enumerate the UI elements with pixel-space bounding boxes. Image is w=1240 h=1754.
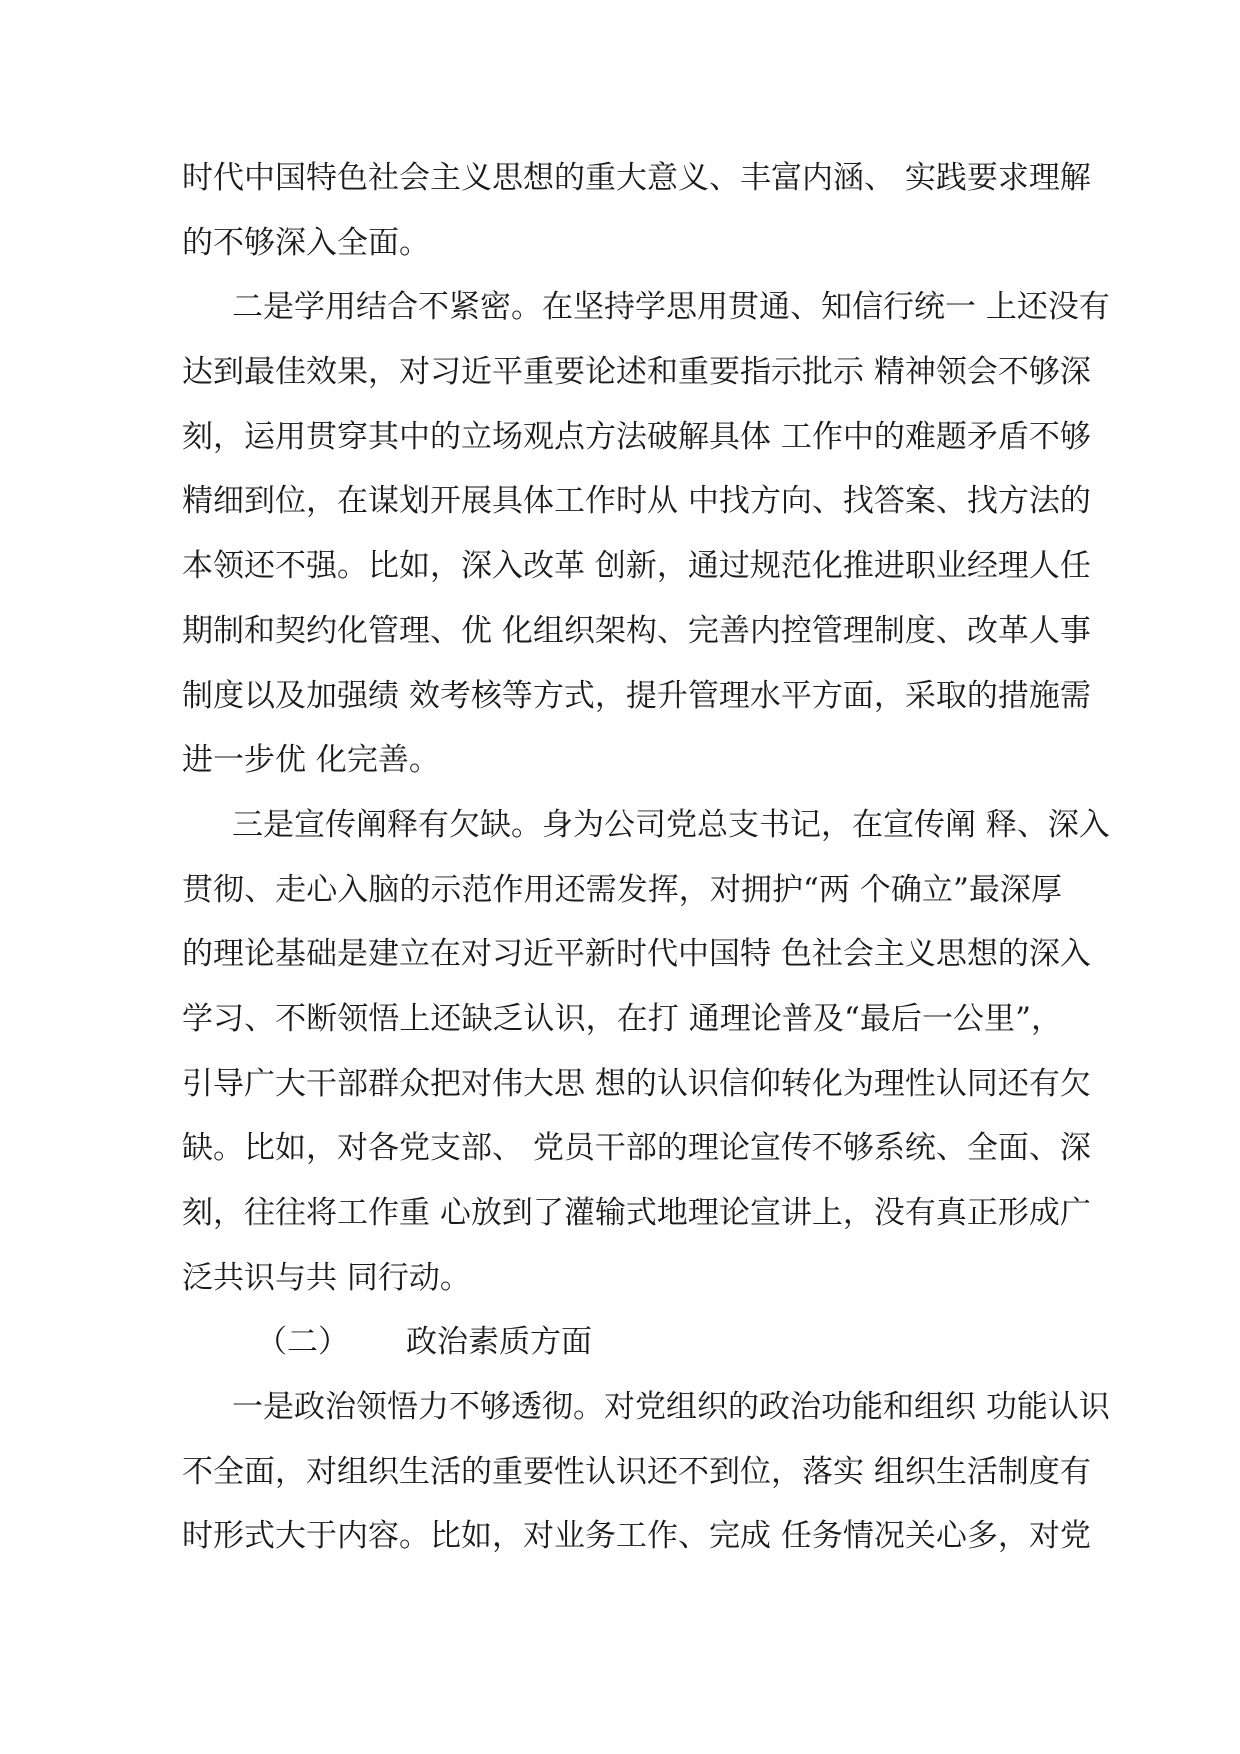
text-line: 的不够深入全面。 (182, 224, 430, 261)
text-line: 引导广大干部群众把对伟大思 想的认识信仰转化为理性认同还有欠 (182, 1065, 1091, 1102)
text-line: 刻，往往将工作重 心放到了灌输式地理论宣讲上，没有真正形成广 (182, 1195, 1091, 1231)
text-line: 制度以及加强绩 效考核等方式，提升管理水平方面，采取的措施需 (182, 677, 1091, 714)
text-line: 期制和契约化管理、优 化组织架构、完善内控管理制度、改革人事 (182, 612, 1091, 649)
text-line: 泛共识与共 同行动。 (182, 1259, 471, 1296)
text-line: 时代中国特色社会主义思想的重大意义、丰富内涵、 实践要求理解 (182, 160, 1091, 196)
text-line: 贯彻、走心入脑的示范作用还需发挥，对拥护“两 个确立”最深厚 (182, 871, 1062, 908)
body-text (182, 146, 1110, 1569)
text-line: 二是学用结合不紧密。在坚持学思用贯通、知信行统一 上还没有 (232, 289, 1110, 326)
text-line: 进一步优 化完善。 (182, 742, 440, 779)
text-line: 不全面，对组织生活的重要性认识还不到位，落实 组织生活制度有 (182, 1453, 1091, 1490)
text-line: 本领还不强。比如，深入改革 创新，通过规范化推进职业经理人任 (182, 548, 1091, 585)
text-line: 刻，运用贯穿其中的立场观点方法破解具体 工作中的难题矛盾不够 (182, 418, 1091, 455)
text-line: 达到最佳效果，对习近平重要论述和重要指示批示 精神领会不够深 (182, 354, 1091, 391)
text-line: 缺。比如，对各党支部、 党员干部的理论宣传不够系统、全面、深 (182, 1130, 1091, 1167)
section-heading-number: （二） (256, 1324, 349, 1361)
text-line: 三是宣传阐释有欠缺。身为公司党总支书记，在宣传阐 释、深入 (232, 806, 1110, 843)
section-heading (182, 1310, 1062, 1375)
text-line: 学习、不断领悟上还缺乏认识，在打 通理论普及“最后一公里”， (182, 1000, 1062, 1037)
paragraphs-before-heading (182, 146, 1110, 1310)
section-heading-title: 政治素质方面 (406, 1324, 592, 1361)
text-line: 的理论基础是建立在对习近平新时代中国特 色社会主义思想的深入 (182, 936, 1091, 973)
text-line: 精细到位，在谋划开展具体工作时从 中找方向、找答案、找方法的 (182, 483, 1091, 520)
text-line: 一是政治领悟力不够透彻。对党组织的政治功能和组织 功能认识 (232, 1389, 1110, 1426)
text-line: 时形式大于内容。比如，对业务工作、完成 任务情况关心多，对党 (182, 1518, 1091, 1555)
paragraphs-after-heading (182, 1375, 1110, 1569)
